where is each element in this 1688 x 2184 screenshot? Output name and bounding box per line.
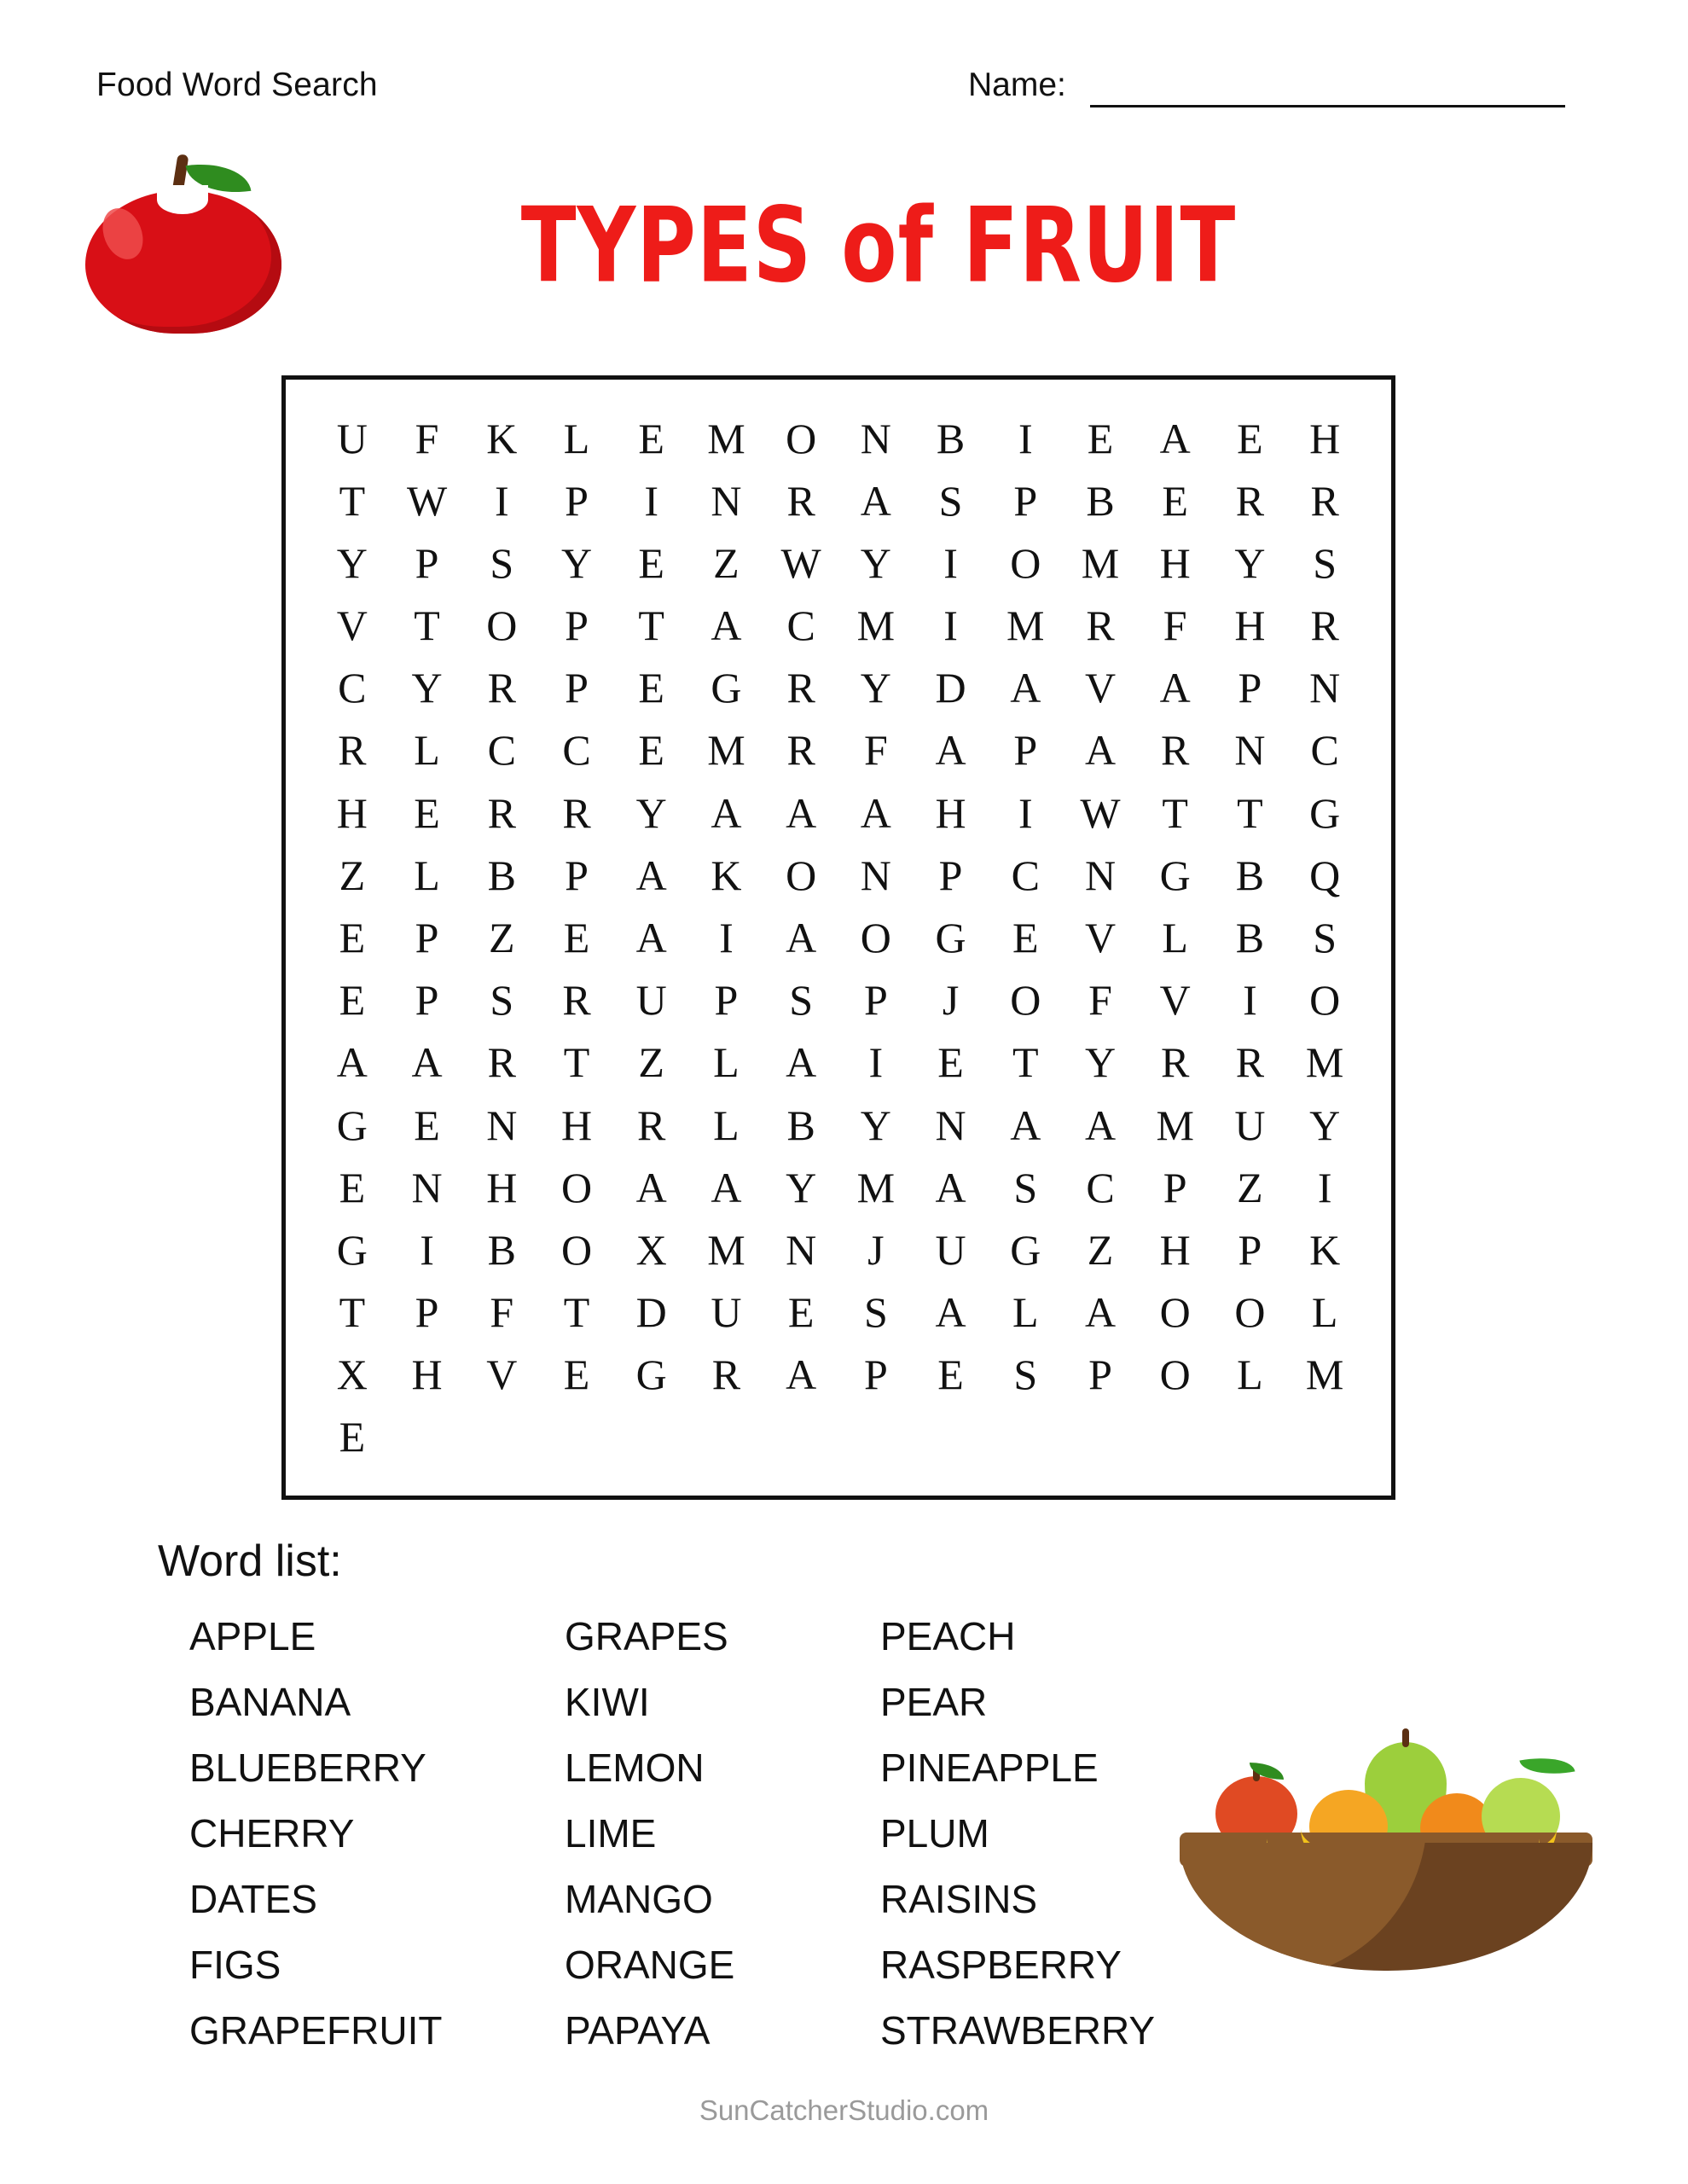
grid-cell[interactable]: S	[1313, 538, 1337, 587]
fruit-bowl-icon	[1164, 1715, 1608, 1988]
grid-cell[interactable]: E	[339, 1413, 366, 1461]
grid-cell[interactable]: P	[863, 976, 888, 1025]
grid-cell[interactable]: M	[707, 1225, 745, 1274]
grid-cell[interactable]: P	[565, 664, 589, 712]
grid-cell[interactable]: P	[1013, 476, 1038, 525]
grid-cell[interactable]: F	[1088, 976, 1112, 1025]
grid-cell[interactable]: E	[339, 976, 366, 1025]
grid-cell[interactable]: O	[486, 601, 518, 650]
word-list	[189, 1604, 1196, 2064]
word-list-item[interactable]: FIGS	[189, 1943, 281, 1987]
grid-cell[interactable]: I	[719, 913, 734, 961]
grid-cell[interactable]: Y	[336, 538, 368, 587]
grid-cell[interactable]: B	[1235, 851, 1265, 899]
grid-cell[interactable]: I	[868, 1038, 884, 1087]
grid-cell[interactable]: R	[562, 976, 591, 1025]
grid-cell[interactable]: C	[1310, 726, 1339, 775]
grid-cell[interactable]: R	[711, 1350, 741, 1399]
grid-cell[interactable]: Y	[860, 538, 891, 587]
grid-cell[interactable]: B	[1235, 913, 1265, 961]
grid-cell[interactable]: A	[935, 1163, 966, 1211]
grid-cell[interactable]: H	[486, 1163, 518, 1211]
bowl-base-icon	[1180, 1843, 1592, 1971]
grid-cell[interactable]: R	[487, 1038, 516, 1087]
grid-cell[interactable]: C	[786, 601, 815, 650]
grid-cell[interactable]: M	[856, 601, 896, 650]
word-list-item[interactable]: STRAWBERRY	[880, 2008, 1156, 2053]
grid-cell[interactable]: O	[786, 851, 817, 899]
grid-cell[interactable]: W	[406, 476, 448, 525]
letter-grid	[286, 380, 1391, 1496]
grid-cell[interactable]: P	[1238, 664, 1262, 712]
grid-cell[interactable]: R	[1161, 726, 1190, 775]
grid-cell[interactable]: I	[1018, 414, 1033, 462]
grid-cell[interactable]: V	[486, 1350, 518, 1399]
grid-cell[interactable]: T	[563, 1038, 590, 1087]
word-list-column	[565, 1604, 880, 2064]
word-list-item[interactable]: LEMON	[565, 1745, 705, 1790]
grid-cell[interactable]: L	[713, 1101, 740, 1149]
grid-cell[interactable]: S	[490, 538, 514, 587]
grid-cell[interactable]: Y	[1309, 1101, 1341, 1149]
word-list-item[interactable]: PEACH	[880, 1614, 1016, 1658]
grid-cell[interactable]: E	[1162, 476, 1188, 525]
grid-cell[interactable]: W	[1080, 788, 1121, 837]
page-title: TYPES of FRUIT	[520, 186, 1237, 306]
grid-cell[interactable]: Z	[339, 851, 366, 899]
grid-cell[interactable]: G	[336, 1101, 368, 1149]
grid-cell[interactable]: F	[415, 414, 439, 462]
grid-cell[interactable]: O	[1159, 1350, 1191, 1399]
grid-cell[interactable]: A	[860, 788, 891, 837]
grid-cell[interactable]: E	[937, 1038, 964, 1087]
grid-cell[interactable]: S	[938, 476, 963, 525]
grid-cell[interactable]: X	[635, 1225, 667, 1274]
grid-cell[interactable]: D	[935, 664, 966, 712]
grid-cell[interactable]: A	[635, 851, 667, 899]
grid-cell[interactable]: P	[1088, 1350, 1112, 1399]
grid-cell[interactable]: M	[1006, 601, 1045, 650]
grid-cell[interactable]: N	[411, 1163, 443, 1211]
grid-cell[interactable]: N	[786, 1225, 817, 1274]
word-list-item[interactable]: PINEAPPLE	[880, 1745, 1099, 1790]
grid-cell[interactable]: S	[1013, 1350, 1038, 1399]
grid-cell[interactable]: R	[1235, 1038, 1265, 1087]
grid-cell[interactable]: U	[935, 1225, 966, 1274]
grid-cell[interactable]: N	[860, 414, 891, 462]
grid-cell[interactable]: Z	[638, 1038, 664, 1087]
grid-cell[interactable]: P	[714, 976, 739, 1025]
grid-cell[interactable]: C	[338, 664, 367, 712]
word-list-column	[189, 1604, 565, 2064]
grid-cell[interactable]: X	[336, 1350, 368, 1399]
word-list-item[interactable]: ORANGE	[565, 1943, 735, 1987]
word-list-item[interactable]: CHERRY	[189, 1811, 355, 1856]
word-list-item[interactable]: KIWI	[565, 1680, 650, 1724]
grid-cell[interactable]: Y	[635, 788, 667, 837]
grid-cell[interactable]: G	[1309, 788, 1341, 837]
grid-cell[interactable]: A	[336, 1038, 368, 1087]
grid-cell[interactable]: Y	[786, 1163, 817, 1211]
grid-cell[interactable]: G	[711, 664, 742, 712]
grid-cell[interactable]: G	[336, 1225, 368, 1274]
grid-cell[interactable]: M	[1305, 1350, 1344, 1399]
grid-cell[interactable]: E	[638, 414, 664, 462]
grid-cell[interactable]: D	[635, 1288, 667, 1337]
grid-cell[interactable]: P	[565, 851, 589, 899]
grid-cell[interactable]: M	[856, 1163, 896, 1211]
grid-cell[interactable]: R	[786, 476, 815, 525]
word-list-item[interactable]: MANGO	[565, 1877, 713, 1921]
grid-cell[interactable]: P	[415, 538, 439, 587]
grid-cell[interactable]: A	[786, 788, 817, 837]
grid-cell[interactable]: R	[1310, 601, 1339, 650]
grid-cell[interactable]: H	[935, 788, 966, 837]
grid-cell[interactable]: I	[644, 476, 659, 525]
grid-cell[interactable]: P	[415, 1288, 439, 1337]
grid-cell[interactable]: E	[414, 788, 440, 837]
grid-cell[interactable]: E	[563, 1350, 590, 1399]
grid-cell[interactable]: S	[863, 1288, 888, 1337]
grid-cell[interactable]: E	[563, 913, 590, 961]
apple-icon	[78, 149, 283, 337]
word-list-item[interactable]: GRAPES	[565, 1614, 728, 1658]
grid-cell[interactable]: I	[943, 538, 958, 587]
grid-cell[interactable]: R	[786, 726, 815, 775]
grid-cell[interactable]: J	[867, 1225, 885, 1274]
grid-cell[interactable]: N	[711, 476, 742, 525]
grid-cell[interactable]: B	[487, 851, 516, 899]
grid-cell[interactable]: H	[1234, 601, 1266, 650]
grid-cell[interactable]: E	[787, 1288, 815, 1337]
worksheet-header	[0, 67, 1688, 118]
grid-cell[interactable]: Y	[1084, 1038, 1117, 1087]
grid-cell[interactable]: K	[486, 414, 518, 462]
grid-cell[interactable]: P	[415, 976, 439, 1025]
grid-cell[interactable]: A	[786, 1350, 817, 1399]
grid-cell[interactable]: A	[1084, 726, 1117, 775]
grid-cell[interactable]: H	[411, 1350, 443, 1399]
grid-cell[interactable]: A	[711, 1163, 742, 1211]
grid-cell[interactable]: E	[937, 1350, 964, 1399]
grid-cell[interactable]: H	[1159, 1225, 1191, 1274]
grid-cell[interactable]: N	[1234, 726, 1266, 775]
grid-cell[interactable]: R	[562, 788, 591, 837]
grid-cell[interactable]: R	[1161, 1038, 1190, 1087]
grid-cell[interactable]: M	[707, 726, 745, 775]
grid-cell[interactable]: P	[1013, 726, 1038, 775]
grid-cell[interactable]: G	[935, 913, 966, 961]
grid-cell[interactable]: A	[635, 913, 667, 961]
grid-cell[interactable]: A	[635, 1163, 667, 1211]
grid-cell[interactable]: A	[860, 476, 891, 525]
grid-cell[interactable]: R	[786, 664, 815, 712]
grid-cell[interactable]: Z	[1237, 1163, 1263, 1211]
grid-cell[interactable]: M	[1305, 1038, 1344, 1087]
grid-cell[interactable]: I	[494, 476, 509, 525]
grid-cell[interactable]: L	[1311, 1288, 1338, 1337]
grid-cell[interactable]: P	[1163, 1163, 1187, 1211]
grid-cell[interactable]: P	[565, 601, 589, 650]
grid-cell[interactable]: F	[1163, 601, 1187, 650]
grid-cell[interactable]: T	[563, 1288, 590, 1337]
grid-cell[interactable]: C	[1011, 851, 1040, 899]
grid-cell[interactable]: W	[780, 538, 821, 587]
grid-cell[interactable]: C	[1086, 1163, 1115, 1211]
grid-cell[interactable]: E	[1012, 913, 1039, 961]
grid-cell[interactable]: G	[1010, 1225, 1041, 1274]
grid-cell[interactable]: A	[1084, 1288, 1117, 1337]
apple-notch-icon	[157, 185, 208, 214]
grid-cell[interactable]: A	[711, 601, 742, 650]
grid-cell[interactable]: V	[336, 601, 368, 650]
grid-cell[interactable]: B	[1086, 476, 1115, 525]
grid-cell[interactable]: R	[338, 726, 367, 775]
grid-cell[interactable]: A	[1159, 414, 1191, 462]
word-list-item[interactable]: BLUEBERRY	[189, 1745, 426, 1790]
grid-cell[interactable]: U	[711, 1288, 742, 1337]
grid-cell[interactable]: R	[1235, 476, 1265, 525]
grid-cell[interactable]: N	[1084, 851, 1117, 899]
grid-cell[interactable]: E	[1237, 414, 1263, 462]
grid-cell[interactable]: H	[1309, 414, 1341, 462]
grid-cell[interactable]: F	[490, 1288, 514, 1337]
grid-cell[interactable]: C	[562, 726, 591, 775]
word-list-item[interactable]: RASPBERRY	[880, 1943, 1122, 1987]
grid-cell[interactable]: C	[487, 726, 516, 775]
grid-cell[interactable]: Z	[489, 913, 515, 961]
grid-cell[interactable]: I	[420, 1225, 434, 1274]
grid-cell[interactable]: A	[1084, 1101, 1117, 1149]
grid-cell[interactable]: Y	[1234, 538, 1266, 587]
grid-cell[interactable]: O	[1010, 538, 1041, 587]
grid-cell[interactable]: O	[1159, 1288, 1191, 1337]
grid-cell[interactable]: M	[1081, 538, 1120, 587]
grid-cell[interactable]: M	[707, 414, 745, 462]
grid-cell[interactable]: A	[786, 1038, 817, 1087]
grid-cell[interactable]: O	[560, 1225, 593, 1274]
word-list-heading: Word list:	[158, 1536, 342, 1586]
grid-cell[interactable]: L	[414, 726, 440, 775]
grid-cell[interactable]: G	[635, 1350, 667, 1399]
grid-cell[interactable]: T	[414, 601, 440, 650]
grid-cell[interactable]: N	[935, 1101, 966, 1149]
grid-cell[interactable]: T	[1012, 1038, 1039, 1087]
grid-cell[interactable]: R	[487, 788, 516, 837]
grid-cell[interactable]: R	[637, 1101, 666, 1149]
word-list-item[interactable]: BANANA	[189, 1680, 351, 1724]
grid-cell[interactable]: N	[486, 1101, 518, 1149]
grid-cell[interactable]: B	[786, 1101, 815, 1149]
grid-cell[interactable]: L	[1012, 1288, 1039, 1337]
word-list-item[interactable]: PEAR	[880, 1680, 988, 1724]
grid-cell[interactable]: P	[938, 851, 963, 899]
grid-cell[interactable]: R	[1086, 601, 1115, 650]
grid-cell[interactable]: O	[1010, 976, 1041, 1025]
grid-cell[interactable]: T	[339, 1288, 366, 1337]
grid-cell[interactable]: J	[942, 976, 960, 1025]
grid-cell[interactable]: O	[860, 913, 891, 961]
grid-cell[interactable]: P	[565, 476, 589, 525]
grid-cell[interactable]: L	[1237, 1350, 1263, 1399]
word-list-item[interactable]: GRAPEFRUIT	[189, 2008, 443, 2053]
grid-cell[interactable]: V	[1084, 913, 1117, 961]
grid-cell[interactable]: H	[1159, 538, 1191, 587]
grid-cell[interactable]: A	[711, 788, 742, 837]
grid-cell[interactable]: E	[339, 913, 366, 961]
grid-cell[interactable]: E	[638, 726, 664, 775]
grid-cell[interactable]: O	[560, 1163, 593, 1211]
grid-cell[interactable]: T	[638, 601, 664, 650]
grid-cell[interactable]: H	[336, 788, 368, 837]
grid-cell[interactable]: M	[1156, 1101, 1194, 1149]
grid-cell[interactable]: I	[943, 601, 958, 650]
grid-cell[interactable]: A	[1010, 664, 1041, 712]
grid-cell[interactable]: G	[1159, 851, 1191, 899]
grid-cell[interactable]: S	[490, 976, 514, 1025]
grid-cell[interactable]: P	[1238, 1225, 1262, 1274]
grid-cell[interactable]: Y	[860, 664, 891, 712]
grid-cell[interactable]: T	[1162, 788, 1188, 837]
word-list-item[interactable]: PLUM	[880, 1811, 989, 1856]
grid-cell[interactable]: K	[711, 851, 742, 899]
grid-cell[interactable]: E	[1087, 414, 1114, 462]
grid-cell[interactable]: N	[1309, 664, 1341, 712]
grid-cell[interactable]: I	[1018, 788, 1033, 837]
grid-cell[interactable]: Z	[1087, 1225, 1114, 1274]
grid-cell[interactable]: U	[336, 414, 368, 462]
grid-cell[interactable]: Y	[411, 664, 443, 712]
worksheet-type-label: Food Word Search	[96, 67, 378, 103]
grid-cell[interactable]: N	[860, 851, 891, 899]
grid-cell[interactable]: T	[339, 476, 366, 525]
grid-cell[interactable]: A	[935, 726, 966, 775]
grid-cell[interactable]: P	[415, 913, 439, 961]
word-list-item[interactable]: DATES	[189, 1877, 317, 1921]
grid-cell[interactable]: O	[1234, 1288, 1266, 1337]
grid-cell[interactable]: A	[1159, 664, 1191, 712]
grid-cell[interactable]: V	[1084, 664, 1117, 712]
grid-cell[interactable]: E	[339, 1163, 366, 1211]
grid-cell[interactable]: O	[1309, 976, 1341, 1025]
grid-cell[interactable]: O	[786, 414, 817, 462]
bowl-green-leaf-icon	[1519, 1751, 1575, 1780]
grid-cell[interactable]: S	[1013, 1163, 1038, 1211]
grid-cell[interactable]: R	[487, 664, 516, 712]
grid-cell[interactable]: Y	[860, 1101, 891, 1149]
grid-cell[interactable]: E	[414, 1101, 440, 1149]
grid-cell[interactable]: A	[411, 1038, 443, 1087]
word-list-column	[880, 1604, 1196, 2064]
word-search-grid[interactable]	[281, 375, 1395, 1500]
grid-cell[interactable]: B	[936, 414, 966, 462]
grid-cell[interactable]: V	[1159, 976, 1191, 1025]
footer-credit: SunCatcherStudio.com	[699, 2094, 989, 2126]
grid-cell[interactable]: Y	[560, 538, 593, 587]
grid-cell[interactable]: U	[1234, 1101, 1266, 1149]
grid-cell[interactable]: A	[935, 1288, 966, 1337]
grid-cell[interactable]: L	[713, 1038, 740, 1087]
grid-cell[interactable]: L	[1162, 913, 1188, 961]
grid-cell[interactable]: S	[1313, 913, 1337, 961]
grid-cell[interactable]: L	[414, 851, 440, 899]
grid-cell[interactable]: T	[1237, 788, 1263, 837]
grid-cell[interactable]: U	[635, 976, 667, 1025]
grid-cell[interactable]: R	[1310, 476, 1339, 525]
word-list-item[interactable]: LIME	[565, 1811, 657, 1856]
grid-cell[interactable]: P	[863, 1350, 888, 1399]
grid-cell[interactable]: F	[863, 726, 888, 775]
word-list-item[interactable]: RAISINS	[880, 1877, 1038, 1921]
grid-cell[interactable]: E	[638, 664, 664, 712]
word-list-item[interactable]: PAPAYA	[565, 2008, 711, 2053]
grid-cell[interactable]: E	[638, 538, 664, 587]
grid-cell[interactable]: B	[487, 1225, 516, 1274]
grid-cell[interactable]: K	[1309, 1225, 1341, 1274]
grid-cell[interactable]: A	[786, 913, 817, 961]
grid-cell[interactable]: A	[1010, 1101, 1041, 1149]
grid-cell[interactable]: Z	[713, 538, 740, 587]
word-list-item[interactable]: APPLE	[189, 1614, 316, 1658]
grid-cell[interactable]: I	[1243, 976, 1257, 1025]
grid-cell[interactable]: S	[789, 976, 814, 1025]
name-write-in-line[interactable]	[1090, 105, 1565, 107]
grid-cell[interactable]: H	[560, 1101, 593, 1149]
grid-cell[interactable]: I	[1317, 1163, 1332, 1211]
grid-cell[interactable]: L	[563, 414, 590, 462]
grid-cell[interactable]: Q	[1309, 851, 1341, 899]
name-field-label: Name:	[968, 67, 1066, 103]
